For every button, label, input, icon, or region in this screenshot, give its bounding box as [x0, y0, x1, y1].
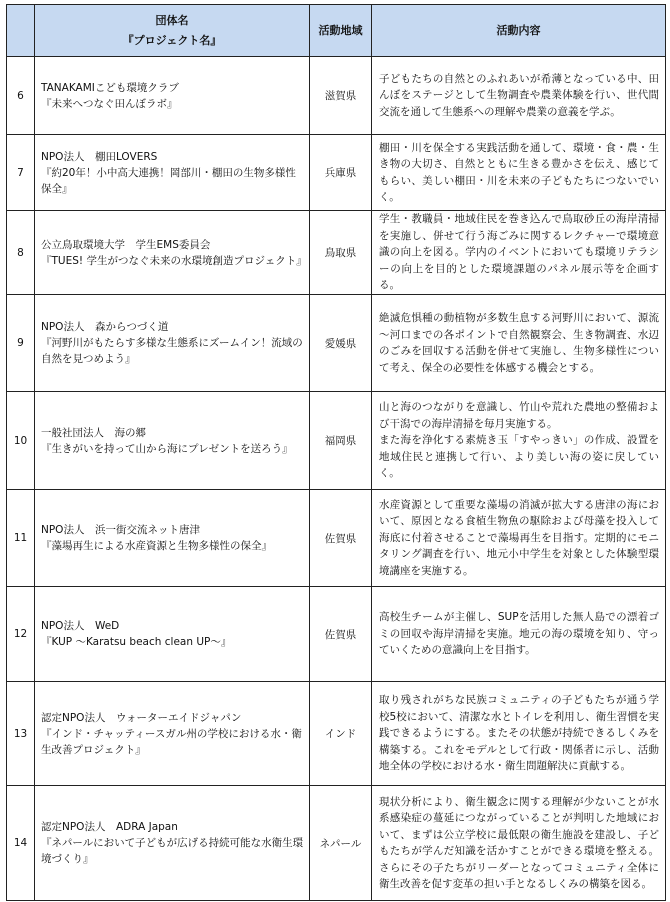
activity-description: 水産資源として重要な藻場の消滅が拡大する唐津の海において、原因となる食植生物魚の駆除および母藻を投入して海底に付着させることで藻場再生を目指す。定期的にモニタリング調査を行い、地元小中学生を対象とした体験型環境講座を実施する。	[372, 490, 666, 587]
org-cell	[35, 490, 310, 587]
table-row	[7, 392, 666, 490]
org-name: 一般社団法人 海の郷	[41, 426, 146, 439]
org-cell	[35, 295, 310, 392]
activity-description: 子どもたちの自然とのふれあいが希薄となっている中、田んぼをステージとして生物調査や農業体験を行い、世代間交流を通して生態系への理解や農業の意義を学ぶ。	[372, 57, 666, 135]
activity-area: ネパール	[310, 786, 372, 901]
project-name: 『KUP ～Karatsu beach clean UP～』	[41, 636, 232, 648]
row-number: 10	[7, 392, 35, 490]
header-no	[7, 5, 35, 57]
org-name: NPO法人 WeD	[41, 620, 120, 632]
header-project-name: 『プロジェクト名』	[122, 33, 222, 47]
project-name: 『生きがいを持って山から海にプレゼントを送ろう』	[41, 442, 293, 455]
activity-area: 愛媛県	[310, 295, 372, 392]
project-table	[6, 4, 666, 901]
org-name: 認定NPO法人 ウォーターエイドジャパン	[41, 711, 242, 724]
activity-area: インド	[310, 682, 372, 786]
row-number: 12	[7, 587, 35, 682]
org-cell	[35, 587, 310, 682]
activity-description: 取り残されがちな民族コミュニティの子どもたちが通う学校5校において、清潔な水とトイレを利用し、衛生習慣を実践できるようにする。またその状態が持続できるしくみを構築する。これをモデルとして行政・関係者に示し、活動地全体の学校における水・衛生問題解決に貢献する。	[372, 682, 666, 786]
table-row	[7, 57, 666, 135]
activity-area: 佐賀県	[310, 490, 372, 587]
org-name: TANAKAMIこども環境クラブ	[41, 81, 179, 94]
row-number: 7	[7, 135, 35, 211]
org-cell	[35, 57, 310, 135]
row-number: 6	[7, 57, 35, 135]
org-cell	[35, 135, 310, 211]
activity-description: 現状分析により、衛生観念に関する理解が少ないことが水系感染症の蔓延につながっていることが判明した地域において、まずは公立学校に最低限の衛生施設を建設し、子どもたちが学んだ知識を活かすことができる環境を整える。さらにその子たちがリーダーとなってコミュニティ全体に衛生改善を促す変革の担い手となるしくみの構築を図る。	[372, 786, 666, 901]
table-row	[7, 587, 666, 682]
org-name: 公立鳥取環境大学 学生EMS委員会	[41, 238, 211, 251]
row-number: 8	[7, 211, 35, 295]
org-cell	[35, 682, 310, 786]
row-number: 14	[7, 786, 35, 901]
header-org	[35, 5, 310, 57]
org-cell	[35, 392, 310, 490]
project-name: 『ネパールにおいて子どもが広げる持続可能な水衛生環境づくり』	[41, 837, 304, 865]
activity-description: 絶滅危惧種の動植物が多数生息する河野川において、源流～河口までの各ポイントで自然観察会、生き物調査、水辺のごみを回収する活動を併せて実施し、生物多様性について考え、保全の必要性を体感する機会とする。	[372, 295, 666, 392]
org-name: NPO法人 浜一街交流ネット唐津	[41, 524, 200, 536]
activity-area: 滋賀県	[310, 57, 372, 135]
activity-description: 高校生チームが主催し、SUPを活用した無人島での漂着ゴミの回収や海岸清掃を実施。地元の海の環境を知り、守っていくための意識向上を目指す。	[372, 587, 666, 682]
project-name: 『未来へつなぐ田んぼラボ』	[41, 97, 178, 110]
activity-area: 鳥取県	[310, 211, 372, 295]
header-row	[7, 5, 666, 57]
org-cell	[35, 786, 310, 901]
row-number: 11	[7, 490, 35, 587]
table-row	[7, 135, 666, 211]
org-name: 認定NPO法人 ADRA Japan	[41, 821, 178, 833]
header-org-name: 団体名	[155, 13, 189, 27]
project-name: 『TUES! 学生がつなぐ未来の水環境創造プロジェクト』	[41, 254, 307, 267]
project-name: 『河野川がもたらす多様な生態系にズームイン！流域の自然を見つめよう』	[41, 337, 303, 365]
activity-description: 学生・教職員・地域住民を巻き込んで鳥取砂丘の海岸清掃を実施し、併せて行う海ごみに関するレクチャーで環境意識の向上を図る。学内のイベントにおいても環境リテラシーの向上を目的とした環境課題のパネル展示等を企画する。	[372, 211, 666, 295]
org-name: NPO法人 森からつづく道	[41, 321, 169, 333]
project-name: 『約20年！小中高大連携！岡部川・棚田の生物多様性保全』	[41, 166, 296, 195]
header-area: 活動地域	[310, 5, 372, 57]
table-row	[7, 682, 666, 786]
activity-area: 佐賀県	[310, 587, 372, 682]
table-row	[7, 211, 666, 295]
header-desc: 活動内容	[372, 5, 666, 57]
activity-area: 兵庫県	[310, 135, 372, 211]
row-number: 9	[7, 295, 35, 392]
table-row	[7, 786, 666, 901]
org-name: NPO法人 棚田LOVERS	[41, 150, 158, 163]
activity-description: 山と海のつながりを意識し、竹山や荒れた農地の整備および干潟での海岸清掃を毎月実施する。 また海を浄化する素焼き玉「すやっきい」の作成、設置を地域住民と連携して行い、より美しい海の姿に戻していく。	[372, 392, 666, 490]
activity-description: 棚田・川を保全する実践活動を通して、環境・食・農・生き物の大切さ、自然とともに生きる豊かさを伝え、感じてもらい、美しい棚田・川を未来の子どもたちにつないでいく。	[372, 135, 666, 211]
row-number: 13	[7, 682, 35, 786]
table-row	[7, 490, 666, 587]
org-cell	[35, 211, 310, 295]
table-row	[7, 295, 666, 392]
project-name: 『藻場再生による水産資源と生物多様性の保全』	[41, 540, 272, 552]
project-name: 『インド・チャッティースガル州の学校における水・衛生改善プロジェクト』	[41, 727, 302, 756]
activity-area: 福岡県	[310, 392, 372, 490]
